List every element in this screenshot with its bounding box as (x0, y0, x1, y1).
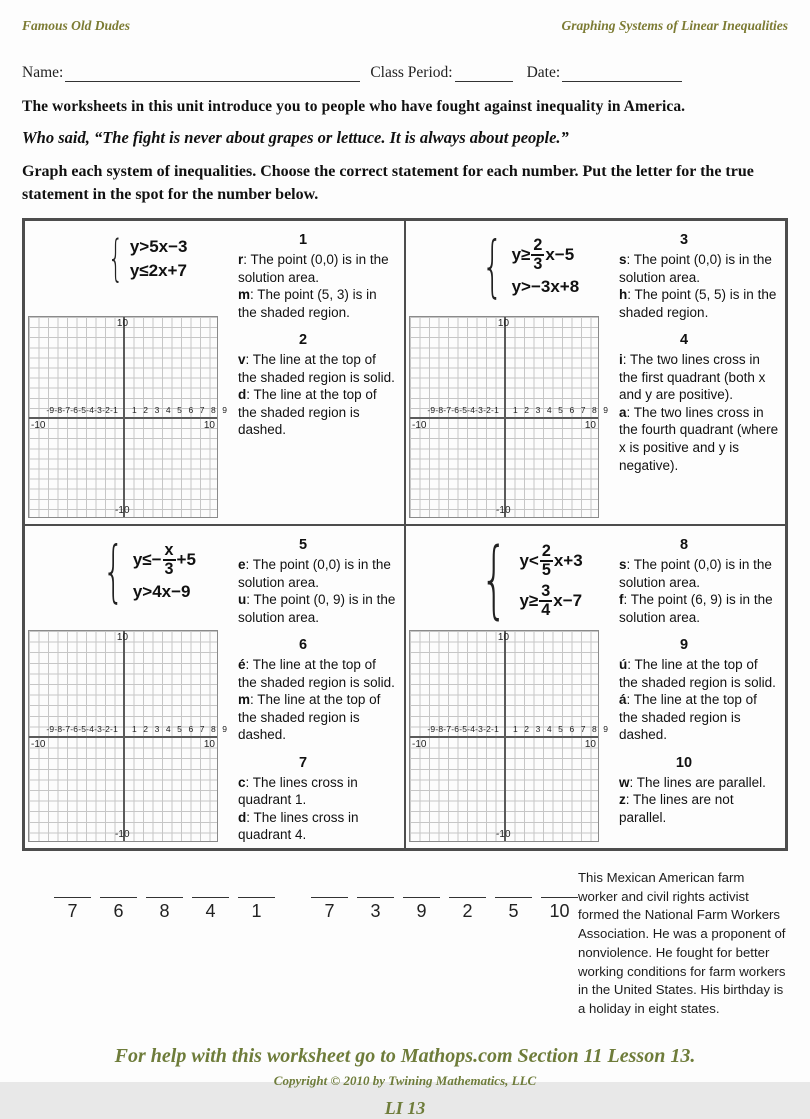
x-axis-positive-ticks: 1 2 3 4 5 6 7 8 9 (513, 724, 611, 735)
instructions-text: Graph each system of inequalities. Choose the correct statement for each number. Put the letter for the true statement in the spot for the number below. (22, 163, 754, 204)
answer-number: 9 (416, 901, 427, 922)
answer-number: 10 (549, 901, 570, 922)
y-axis-max-label: 10 (497, 318, 510, 330)
help-link-text: For help with this worksheet go to Mathops.com Section 11 Lesson 13. (114, 1044, 696, 1067)
option-letter: v (238, 352, 246, 368)
answer-number: 8 (159, 901, 170, 922)
coordinate-grid[interactable] (28, 316, 230, 518)
inequality-system (64, 532, 224, 611)
option-letter: ú (619, 657, 628, 673)
fraction: $\frac{2}{3}$ (533, 236, 543, 274)
inequality-line: y>4x−9 (132, 582, 191, 602)
option-letter: u (238, 592, 247, 608)
coordinate-grid[interactable] (409, 630, 611, 842)
problem-cell (24, 525, 405, 849)
statement-option: c: The lines cross in quadrant 1. (238, 774, 358, 808)
statement-option: d: The line at the top of the shaded region is dashed. (238, 387, 377, 438)
x-axis (29, 736, 217, 738)
question-number: 4 (679, 332, 689, 349)
statements-column (224, 532, 400, 844)
class-period-label: Class Period: (370, 64, 453, 81)
x-axis-negative-ticks: -9-8-7-6-5-4-3-2-1 (427, 405, 499, 416)
answer-group (54, 897, 275, 1019)
option-letter: e (238, 557, 246, 573)
inequality-line: y≥ $\frac{2}{3}$ x−5 (511, 236, 575, 274)
system-lines (519, 543, 582, 619)
answer-number: 3 (370, 901, 381, 922)
statement-option: m: The line at the top of the shaded region is dashed. (238, 692, 381, 743)
option-letter: m (238, 692, 251, 708)
question-number: 9 (679, 637, 689, 654)
option-letter: i (619, 352, 623, 368)
x-axis (410, 417, 598, 419)
statement-option: d: The lines cross in quadrant 4. (238, 809, 359, 843)
statement-option: r: The point (0,0) is in the solution area. (238, 252, 389, 285)
inequality-system (445, 227, 605, 306)
question-number: 1 (298, 232, 308, 249)
system-lines (130, 237, 188, 281)
coordinate-grid[interactable] (28, 630, 230, 842)
student-info-line (22, 64, 788, 82)
quote-text: Who said, “The fight is never about grapes or lettuce. It is always about people.” (22, 128, 569, 147)
answer-slot (541, 897, 578, 1019)
system-lines (512, 237, 580, 297)
answer-slot (100, 897, 137, 1019)
answer-slot (449, 897, 486, 1019)
answer-number: 2 (462, 901, 473, 922)
y-axis-min-label: -10 (115, 505, 130, 517)
question-number: 6 (298, 637, 308, 654)
option-letter: f (619, 592, 624, 608)
fraction: $\frac{x}{3}$ (164, 541, 174, 579)
answer-number: 7 (324, 901, 335, 922)
statements-column (224, 227, 400, 520)
answer-number: 1 (251, 901, 262, 922)
question-number: 10 (675, 754, 693, 771)
x-axis-min-label: -10 (412, 420, 427, 432)
x-axis-negative-ticks: -9-8-7-6-5-4-3-2-1 (46, 405, 118, 416)
answer-slot (495, 897, 532, 1019)
system-brace: { (108, 229, 124, 288)
question-number: 8 (679, 537, 689, 554)
statement-option: w: The lines are parallel. (619, 774, 766, 790)
option-letter: é (238, 657, 246, 673)
statement-option: m: The point (5, 3) is in the shaded region. (238, 287, 377, 320)
y-axis-max-label: 10 (116, 318, 129, 330)
statement-option: v: The line at the top of the shaded region is solid. (238, 352, 395, 385)
answer-slot (192, 897, 229, 1019)
unit-intro-text: The worksheets in this unit introduce you to people who have fought against inequality in America. (22, 98, 686, 115)
option-letter: z (619, 792, 626, 808)
problem-left-column (28, 532, 230, 844)
inequality-line: y≤2x+7 (129, 260, 187, 280)
problems-table (22, 218, 788, 851)
x-axis-positive-ticks: 1 2 3 4 5 6 7 8 9 (132, 405, 230, 416)
y-axis-min-label: -10 (496, 829, 511, 841)
answer-slot (54, 897, 91, 1019)
answer-slot (403, 897, 440, 1019)
answer-slot (311, 897, 348, 1019)
fraction: $\frac{3}{4}$ (541, 581, 551, 619)
statement-option: z: The lines are not parallel. (619, 792, 734, 825)
answer-slot (357, 897, 394, 1019)
inequality-line: y>−3x+8 (511, 277, 580, 297)
system-lines (133, 542, 196, 602)
problem-cell (405, 220, 786, 525)
name-label: Name: (22, 64, 64, 81)
statement-option: s: The point (0,0) is in the solution area. (619, 557, 772, 590)
option-letter: c (238, 774, 246, 790)
answer-slot (238, 897, 275, 1019)
x-axis-min-label: -10 (31, 420, 46, 432)
system-brace: { (102, 532, 125, 611)
fraction: $\frac{2}{5}$ (541, 541, 551, 579)
problem-left-column (409, 530, 611, 844)
x-axis-positive-ticks: 1 2 3 4 5 6 7 8 9 (513, 405, 611, 416)
page-header (22, 18, 788, 34)
answer-section (22, 869, 788, 1019)
answer-number: 7 (67, 901, 78, 922)
x-axis-max-label: 10 (584, 739, 596, 751)
worksheet-code: LI 13 (384, 1097, 426, 1118)
x-axis-positive-ticks: 1 2 3 4 5 6 7 8 9 (132, 724, 230, 735)
y-axis-min-label: -10 (496, 505, 511, 517)
answer-blanks (54, 897, 578, 1019)
page-footer (22, 1045, 788, 1119)
statement-option: f: The point (6, 9) is in the solution area. (619, 592, 773, 625)
class-period-field[interactable] (455, 68, 513, 82)
option-letter: a (619, 404, 627, 420)
date-field[interactable] (562, 68, 682, 82)
inequality-line: y< $\frac{2}{5}$ x+3 (519, 541, 583, 579)
option-letter: s (619, 252, 627, 268)
name-field[interactable] (65, 68, 360, 82)
option-letter: r (238, 252, 244, 268)
system-brace: { (481, 227, 503, 306)
inequality-line: y≤− $\frac{x}{3}$ +5 (132, 541, 196, 579)
x-axis-min-label: -10 (31, 739, 46, 751)
question-number: 3 (679, 232, 689, 249)
coordinate-grid[interactable] (409, 316, 611, 518)
problem-cell (405, 525, 786, 849)
statement-option: i: The two lines cross in the first quadrant (both x and y are positive). (619, 352, 766, 403)
answer-group (311, 897, 578, 1019)
statement-option: h: The point (5, 5) is in the shaded region. (619, 287, 777, 320)
answer-number: 4 (205, 901, 216, 922)
statement-option: u: The point (0, 9) is in the solution area. (238, 592, 396, 625)
x-axis-max-label: 10 (584, 420, 596, 432)
y-axis-max-label: 10 (497, 632, 510, 644)
inequality-line: y>5x−3 (129, 236, 188, 256)
statement-option: s: The point (0,0) is in the solution area. (619, 252, 772, 285)
answer-slot (146, 897, 183, 1019)
x-axis-max-label: 10 (203, 739, 215, 751)
biography-text: This Mexican American farm worker and civil rights activist formed the National Farm Workers Association. He was a proponent of nonviolence. He fought for better working conditions for farm workers in the United States. His birthday is a holiday in eight states. (578, 870, 786, 1017)
answer-number: 5 (508, 901, 519, 922)
y-axis-max-label: 10 (116, 632, 129, 644)
x-axis-min-label: -10 (412, 739, 427, 751)
option-letter: d (238, 387, 247, 403)
option-letter: á (619, 692, 627, 708)
question-number: 7 (298, 754, 308, 771)
x-axis-negative-ticks: -9-8-7-6-5-4-3-2-1 (46, 724, 118, 735)
inequality-system (64, 229, 224, 288)
option-letter: s (619, 557, 627, 573)
worksheet-topic-title: Graphing Systems of Linear Inequalities (561, 18, 788, 33)
x-axis-max-label: 10 (203, 420, 215, 432)
problem-left-column (28, 227, 230, 520)
statement-option: é: The line at the top of the shaded region is solid. (238, 657, 395, 690)
statement-option: á: The line at the top of the shaded region is dashed. (619, 692, 757, 743)
question-number: 5 (298, 537, 308, 554)
answer-number: 6 (113, 901, 124, 922)
x-axis-negative-ticks: -9-8-7-6-5-4-3-2-1 (427, 724, 499, 735)
statement-option: e: The point (0,0) is in the solution area. (238, 557, 391, 590)
inequality-system (445, 530, 605, 630)
problem-cell (24, 220, 405, 525)
inequality-line: y≥ $\frac{3}{4}$ x−7 (519, 581, 583, 619)
statement-option: ú: The line at the top of the shaded region is solid. (619, 657, 776, 690)
date-label: Date: (526, 64, 561, 81)
worksheet-series-title: Famous Old Dudes (22, 18, 131, 33)
x-axis (410, 736, 598, 738)
copyright-text: Copyright © 2010 by Twining Mathematics, LLC (273, 1072, 537, 1088)
option-letter: m (238, 287, 251, 303)
statements-column (605, 532, 781, 844)
option-letter: w (619, 774, 630, 790)
statement-option: a: The two lines cross in the fourth quadrant (where x is positive and y is negative). (619, 404, 779, 473)
statements-column (605, 227, 781, 520)
system-brace: { (480, 530, 508, 630)
x-axis (29, 417, 217, 419)
question-number: 2 (298, 332, 308, 349)
y-axis-min-label: -10 (115, 829, 130, 841)
option-letter: d (238, 809, 247, 825)
option-letter: h (619, 287, 628, 303)
problem-left-column (409, 227, 611, 520)
